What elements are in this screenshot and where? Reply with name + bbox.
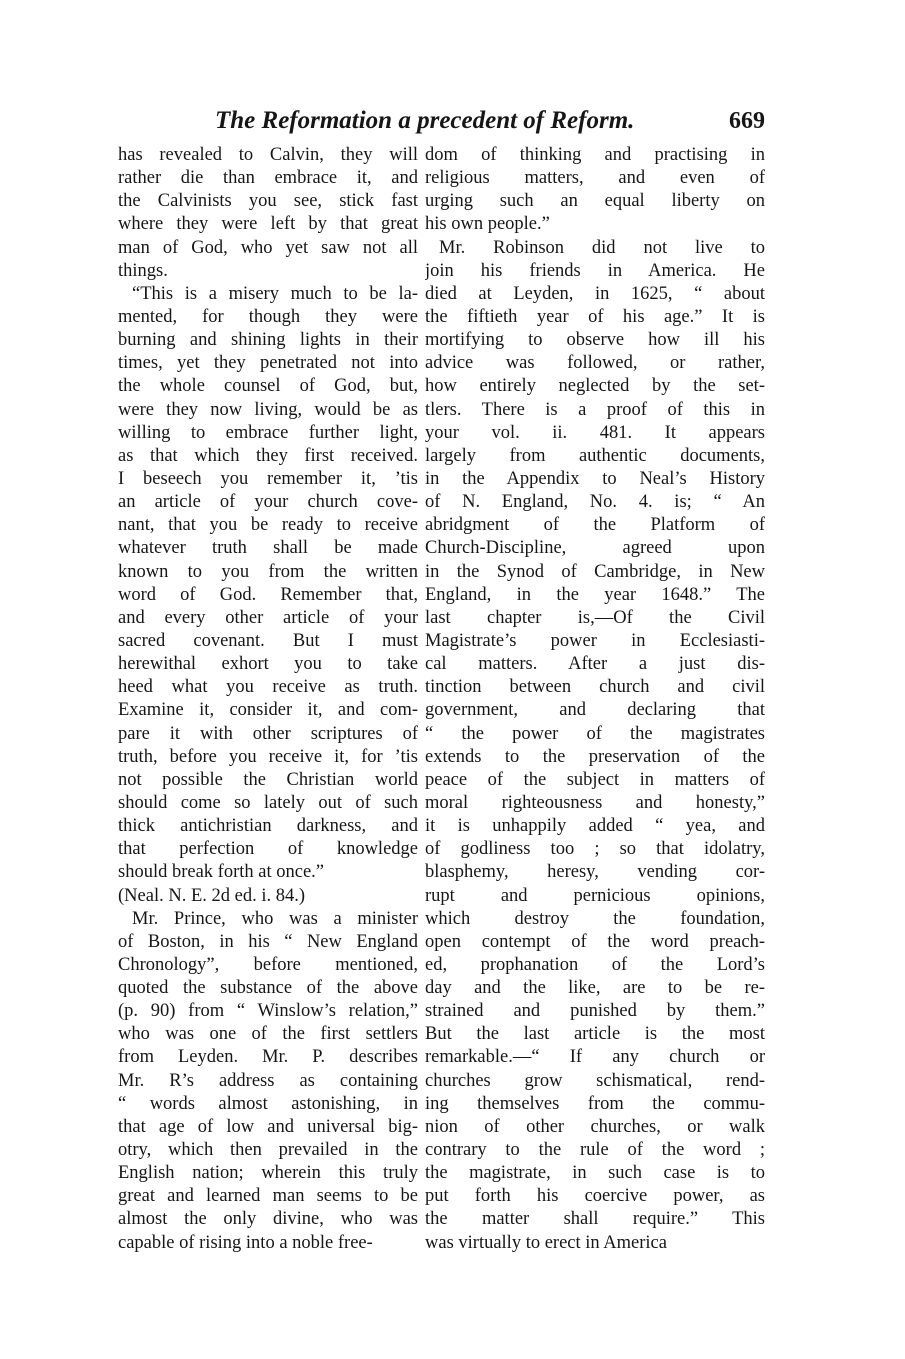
text-line: extends to the preservation of the [425,746,765,767]
text-line: the matter shall require.” This [425,1209,765,1230]
text-line: it is unhappily added “ yea, and [425,816,765,837]
text-line: has revealed to Calvin, they will [118,145,418,165]
text-line: join his friends in America. He [425,260,765,281]
text-line: “This is a misery much to be la- [132,283,418,304]
text-line: an article of your church cove- [118,492,418,513]
text-line: I beseech you remember it, ’tis [118,468,418,489]
text-line: But the last article is the most [425,1024,765,1045]
text-line: times, yet they penetrated not into [118,353,418,374]
text-line: urging such an equal liberty on [425,191,765,212]
text-line: the fiftieth year of his age.” It is [425,306,765,327]
text-line: put forth his coercive power, as [425,1186,765,1207]
text-line: rupt and pernicious opinions, [425,885,765,906]
text-line: known to you from the written [118,561,418,582]
text-line: (p. 90) from “ Winslow’s relation,” [118,1001,418,1022]
text-line: should break forth at once.” [118,862,324,883]
text-line: England, in the year 1648.” The [425,584,765,605]
text-line: tlers. There is a proof of this in [425,399,765,420]
text-line: Church-Discipline, agreed upon [425,538,765,559]
text-line: last chapter is,—Of the Civil [425,607,765,628]
right-text-column [425,144,765,1255]
text-line: pare it with other scriptures of [118,723,418,744]
text-line: contrary to the rule of the word ; [425,1140,765,1161]
text-line: remarkable.—“ If any church or [425,1047,765,1068]
text-line: English nation; wherein this truly [118,1163,418,1184]
text-line: advice was followed, or rather, [425,353,765,374]
text-line: was virtually to erect in America [425,1232,667,1253]
left-text-column [118,144,418,1255]
text-line: mortifying to observe how ill his [425,330,765,351]
running-header [205,104,765,138]
text-line: which destroy the foundation, [425,908,765,929]
text-line: peace of the subject in matters of [425,769,765,790]
text-line: that age of low and universal big- [118,1116,418,1137]
text-line: government, and declaring that [425,700,765,721]
text-line: in the Appendix to Neal’s History [425,468,765,489]
text-line: whatever truth shall be made [118,538,418,559]
text-line: ing themselves from the commu- [425,1093,765,1114]
text-line: moral righteousness and honesty,” [425,792,765,813]
text-line: Mr. R’s address as containing [118,1070,418,1091]
text-line: thick antichristian darkness, and [118,816,418,837]
text-line: from Leyden. Mr. P. describes [118,1047,418,1068]
text-line: ed, prophanation of the Lord’s [425,954,765,975]
text-line: Examine it, consider it, and com- [118,700,418,721]
text-line: were they now living, would be as [118,399,418,420]
text-line: herewithal exhort you to take [118,654,418,675]
text-line: nion of other churches, or walk [425,1116,765,1137]
text-line: quoted the substance of the above [118,978,418,999]
text-line: sacred covenant. But I must [118,630,418,651]
text-line: blasphemy, heresy, vending cor- [425,862,765,883]
text-line: Chronology”, before mentioned, [118,954,418,975]
text-line: day and the like, are to be re- [425,978,765,999]
text-line: things. [118,260,168,281]
text-line: strained and punished by them.” [425,1001,765,1022]
text-line: and every other article of your [118,607,418,628]
text-line: dom of thinking and practising in [425,145,765,165]
text-line: burning and shining lights in their [118,330,418,351]
text-line: nant, that you be ready to receive [118,515,418,536]
running-title: The Reformation a precedent of Reform. [215,107,635,134]
text-line: mented, for though they were [118,306,418,327]
text-line: died at Leyden, in 1625, “ about [425,283,765,304]
text-line: that perfection of knowledge [118,839,418,860]
text-line: of Boston, in his “ New England [118,931,418,952]
text-line: who was one of the first settlers [118,1024,418,1045]
text-line: largely from authentic documents, [425,445,765,466]
text-line: his own people.” [425,214,550,235]
text-line: “ words almost astonishing, in [118,1093,418,1114]
text-line: of N. England, No. 4. is; “ An [425,492,765,513]
text-line: in the Synod of Cambridge, in New [425,561,765,582]
text-line: the whole counsel of God, but, [118,376,418,397]
text-line: where they were left by that great [118,214,418,235]
text-line: of godliness too ; so that idolatry, [425,839,765,860]
text-line: almost the only divine, who was [118,1209,418,1230]
page-number: 669 [729,108,765,134]
text-line: word of God. Remember that, [118,584,418,605]
text-line: man of God, who yet saw not all [118,237,418,258]
text-line: otry, which then prevailed in the [118,1140,418,1161]
text-line: cal matters. After a just dis- [425,654,765,675]
text-line: abridgment of the Platform of [425,515,765,536]
text-line: not possible the Christian world [118,769,418,790]
text-line: churches grow schismatical, rend- [425,1070,765,1091]
text-line: rather die than embrace it, and [118,168,418,189]
text-line: how entirely neglected by the set- [425,376,765,397]
text-line: (Neal. N. E. 2d ed. i. 84.) [118,885,306,906]
text-line: “ the power of the magistrates [425,723,765,744]
text-line: willing to embrace further light, [118,422,418,443]
text-line: should come so lately out of such [118,792,418,813]
text-line: capable of rising into a noble free- [118,1232,373,1253]
text-line: the Calvinists you see, stick fast [118,191,418,212]
text-line: heed what you receive as truth. [118,677,418,698]
text-line: Mr. Robinson did not live to [439,237,765,258]
text-line: as that which they first received. [118,445,418,466]
text-line: open contempt of the word preach- [425,931,765,952]
text-line: tinction between church and civil [425,677,765,698]
text-line: religious matters, and even of [425,168,765,189]
text-line: Mr. Prince, who was a minister [132,908,418,929]
text-line: your vol. ii. 481. It appears [425,422,765,443]
text-line: truth, before you receive it, for ’tis [118,746,418,767]
text-line: great and learned man seems to be [118,1186,418,1207]
text-line: the magistrate, in such case is to [425,1163,765,1184]
text-line: Magistrate’s power in Ecclesiasti- [425,630,765,651]
